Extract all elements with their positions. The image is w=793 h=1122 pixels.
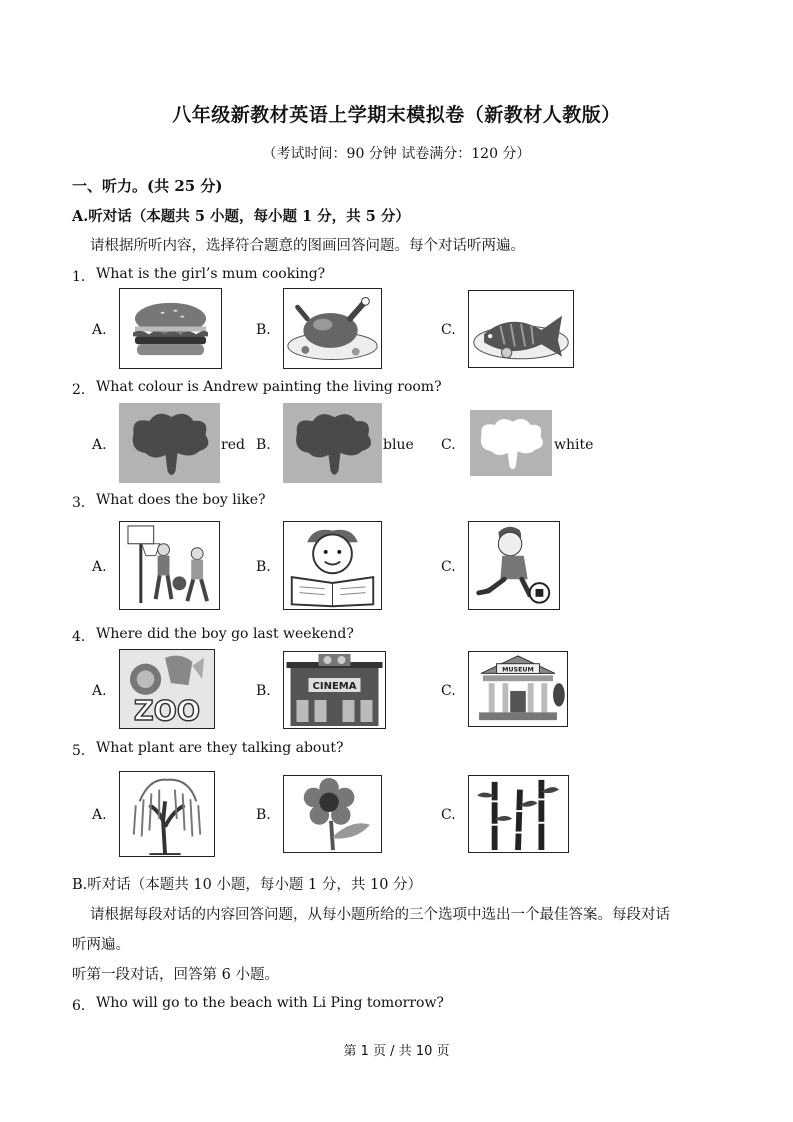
option-letter[interactable]: C.	[441, 559, 456, 575]
page-title: 八年级新教材英语上学期末模拟卷（新教材人教版）	[172, 104, 621, 126]
fish-picture[interactable]	[468, 290, 574, 368]
option-letter[interactable]: C.	[441, 807, 456, 823]
question-text: What does the boy like?	[96, 492, 266, 508]
part-a-instruction: 请根据所听内容，选择符合题意的图画回答问题。每个对话听两遍。	[90, 238, 525, 254]
option-letter[interactable]: C.	[441, 683, 456, 699]
option-label: blue	[383, 437, 414, 453]
paint-splash-picture[interactable]	[283, 403, 382, 483]
question-text: Where did the boy go last weekend?	[96, 626, 354, 642]
question-number: 5．	[72, 743, 95, 759]
museum-picture[interactable]	[468, 651, 568, 727]
paint-splash-picture[interactable]	[470, 410, 552, 476]
question-text: What colour is Andrew painting the living room?	[96, 379, 442, 395]
question-text: What is the girl’s mum cooking?	[96, 266, 326, 282]
bamboo-picture[interactable]	[468, 775, 569, 853]
zoo-picture[interactable]	[119, 649, 215, 729]
willow-tree-picture[interactable]	[119, 771, 215, 857]
option-letter[interactable]: B.	[256, 322, 271, 338]
museum-sign-text: MUSEUM	[502, 666, 534, 674]
option-letter[interactable]: B.	[256, 683, 271, 699]
option-letter[interactable]: A.	[92, 683, 107, 699]
cinema-sign-text: CINEMA	[312, 681, 357, 692]
reading-boy-picture[interactable]	[283, 521, 382, 610]
football-picture[interactable]	[468, 521, 560, 610]
zoo-sign-text: ZOO	[133, 696, 201, 728]
part-b-instruction-continued: 听两遍。	[72, 937, 130, 953]
option-label: red	[221, 437, 245, 453]
question-number: 2．	[72, 382, 95, 398]
cinema-picture[interactable]	[283, 651, 386, 729]
part-b-heading: B.听对话（本题共 10 小题，每小题 1 分，共 10 分）	[72, 877, 423, 893]
option-letter[interactable]: A.	[92, 437, 107, 453]
option-letter[interactable]: C.	[441, 437, 456, 453]
question-number: 1．	[72, 269, 95, 285]
basketball-picture[interactable]	[119, 521, 220, 610]
option-letter[interactable]: A.	[92, 559, 107, 575]
option-letter[interactable]: B.	[256, 807, 271, 823]
flower-picture[interactable]	[283, 775, 382, 853]
dialogue-direction: 听第一段对话，回答第 6 小题。	[72, 967, 279, 983]
paint-splash-picture[interactable]	[119, 403, 220, 483]
burger-picture[interactable]	[119, 288, 222, 369]
question-number: 6．	[72, 998, 95, 1014]
option-label: white	[554, 437, 594, 453]
section-heading-listening: 一、听力。(共 25 分)	[72, 177, 223, 195]
exam-info: （考试时间：90 分钟 试卷满分：120 分）	[262, 146, 531, 162]
part-a-heading: A.听对话（本题共 5 小题，每小题 1 分，共 5 分）	[72, 208, 410, 225]
roast-chicken-picture[interactable]	[283, 288, 382, 369]
question-text: What plant are they talking about?	[96, 740, 344, 756]
option-letter[interactable]: A.	[92, 322, 107, 338]
option-letter[interactable]: B.	[256, 559, 271, 575]
option-letter[interactable]: C.	[441, 322, 456, 338]
question-text: Who will go to the beach with Li Ping tomorrow?	[96, 995, 444, 1011]
question-number: 3．	[72, 495, 95, 511]
part-b-instruction: 请根据每段对话的内容回答问题，从每小题所给的三个选项中选出一个最佳答案。每段对话	[90, 907, 670, 923]
page-footer: 第 1 页 / 共 10 页	[343, 1044, 450, 1059]
question-number: 4．	[72, 629, 95, 645]
option-letter[interactable]: A.	[92, 807, 107, 823]
option-letter[interactable]: B.	[256, 437, 271, 453]
